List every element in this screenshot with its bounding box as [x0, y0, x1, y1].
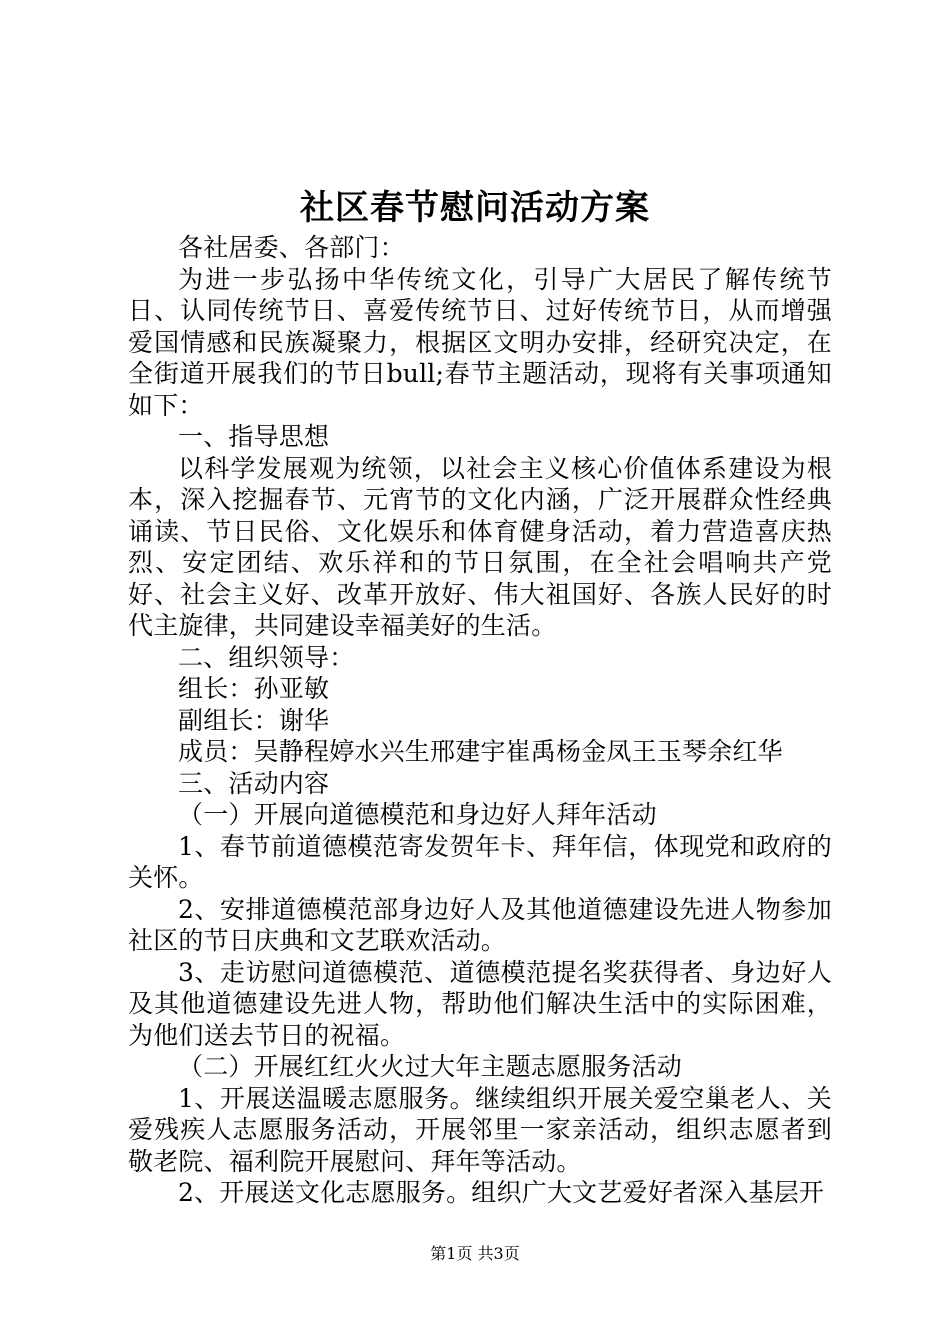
subsection-heading-2: （二）开展红红火火过大年主题志愿服务活动	[178, 1052, 683, 1081]
page-footer: 第1页 共3页	[430, 1244, 520, 1263]
subsection-heading-1: （一）开展向道德模范和身边好人拜年活动	[178, 800, 657, 829]
list-item: 3、走访慰问道德模范、道德模范提名奖获得者、身边好人及其他道德建设先进人物，帮助他们解决生活中的实际困难，为他们送去节日的祝福。	[128, 957, 832, 1050]
list-item: 1、春节前道德模范寄发贺年卡、拜年信，体现党和政府的关怀。	[128, 831, 832, 892]
document-title: 社区春节慰问活动方案	[300, 188, 650, 228]
guiding-thought-paragraph: 以科学发展观为统领，以社会主义核心价值体系建设为根本，深入挖掘春节、元宵节的文化内涵，广泛开展群众性经典诵读、节日民俗、文化娱乐和体育健身活动，着力营造喜庆热烈、安定团结、欢乐祥和的节日氛围，在全社会唱响共产党好、社会主义好、改革开放好、伟大祖国好、各族人民好的时代主旋律，共同建设幸福美好的生活。	[128, 453, 832, 640]
list-item: 1、开展送温暖志愿服务。继续组织开展关爱空巢老人、关爱残疾人志愿服务活动，开展邻里一家亲活动，组织志愿者到敬老院、福利院开展慰问、拜年等活动。	[128, 1083, 832, 1176]
deputy-leader-line: 副组长：谢华	[178, 705, 330, 735]
intro-paragraph: 为进一步弘扬中华传统文化，引导广大居民了解传统节日、认同传统节日、喜爱传统节日、过好传统节日，从而增强爱国情感和民族凝聚力，根据区文明办安排，经研究决定，在全街道开展我们的节日bull;春节主题活动，现将有关事项通知如下：	[128, 264, 832, 420]
section-heading-activities: 三、活动内容	[178, 768, 330, 798]
list-item: 2、安排道德模范部身边好人及其他道德建设先进人物参加社区的节日庆典和文艺联欢活动。	[128, 894, 832, 955]
list-item: 2、开展送文化志愿服务。组织广大文艺爱好者深入基层开	[178, 1178, 825, 1207]
leader-line: 组长：孙亚敏	[178, 674, 330, 703]
section-heading-guiding-thought: 一、指导思想	[178, 422, 330, 451]
section-heading-organization: 二、组织领导：	[178, 642, 355, 672]
members-line: 成员：吴静程婷水兴生邢建宇崔禹杨金凤王玉琴余红华	[178, 737, 783, 766]
salutation: 各社居委、各部门：	[178, 233, 405, 262]
document-body	[128, 232, 832, 1209]
